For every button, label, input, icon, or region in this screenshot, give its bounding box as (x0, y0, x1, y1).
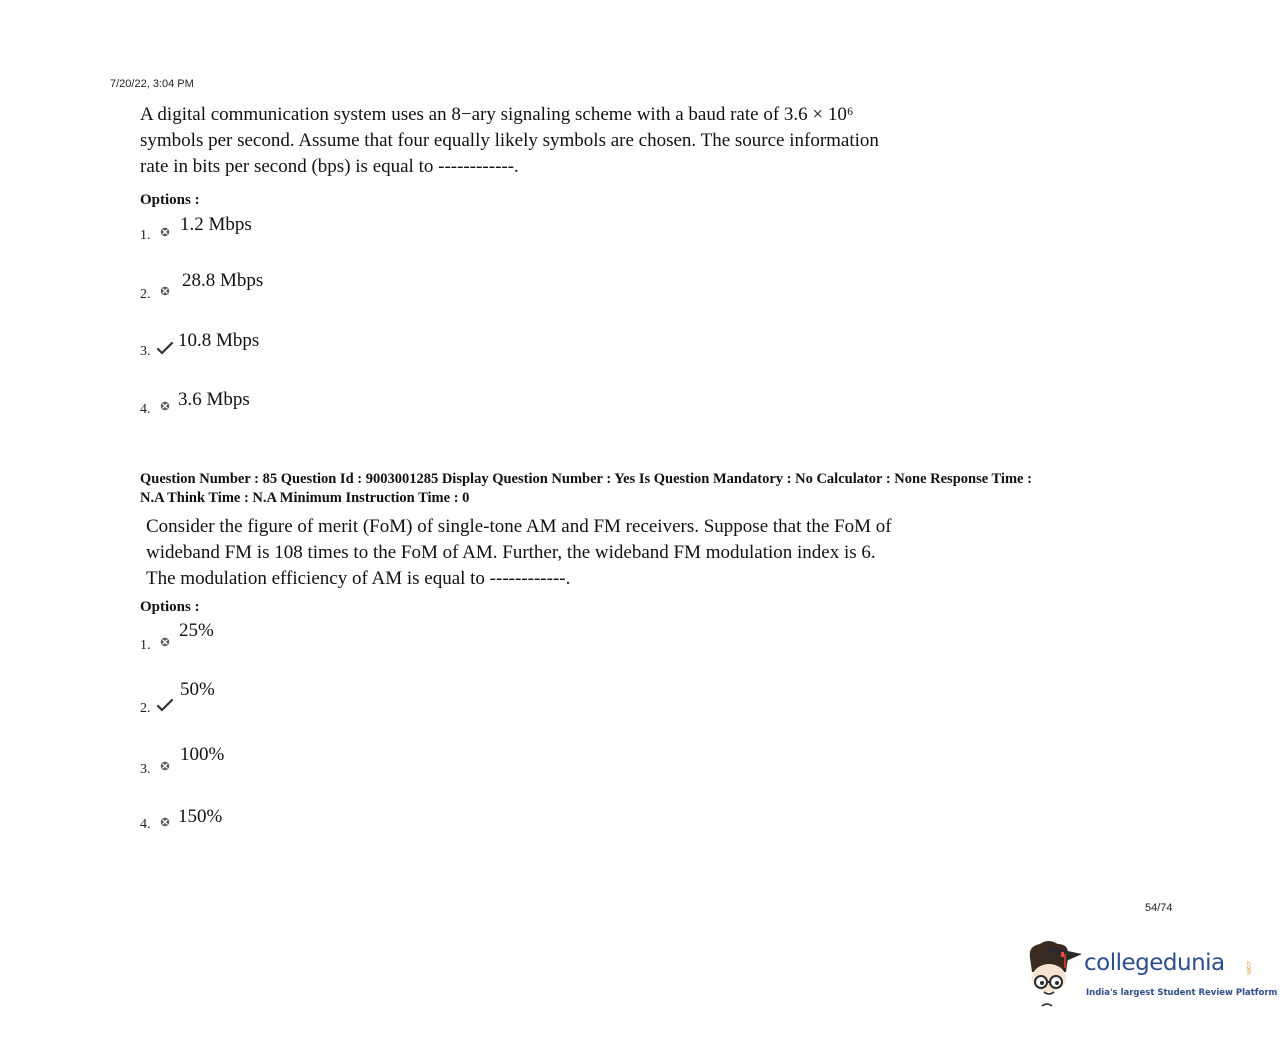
cross-icon (158, 815, 172, 829)
option-value: 25% (179, 620, 214, 641)
option-value: 3.6 Mbps (178, 389, 250, 410)
question-2-options-label: Options : (140, 599, 200, 615)
option-number: 1. (140, 638, 151, 653)
option-value: 1.2 Mbps (180, 214, 252, 235)
cross-icon (158, 225, 172, 239)
option-number: 4. (140, 402, 151, 417)
question-1-line-1: A digital communication system uses an 8−ary signaling scheme with a baud rate of 3.6 × 10⁶ (140, 104, 854, 125)
cross-icon (158, 759, 172, 773)
option-number: 3. (140, 344, 151, 359)
cross-icon (158, 284, 172, 298)
mascot-icon (1022, 938, 1086, 1008)
option-number: 2. (140, 701, 151, 716)
option-number: 4. (140, 817, 151, 832)
option-number: 1. (140, 228, 151, 243)
check-icon (156, 341, 174, 355)
question-2-line-3: The modulation efficiency of AM is equal to ------------. (146, 568, 571, 589)
question-2-line-2: wideband FM is 108 times to the FoM of AM. Further, the wideband FM modulation index is 6. (146, 542, 876, 563)
option-value: 28.8 Mbps (182, 270, 264, 291)
cap-tassel (1064, 954, 1066, 968)
logo-wordmark: collegedunia (1084, 950, 1225, 976)
collegedunia-logo (1022, 938, 1278, 1008)
question-2-line-1: Consider the figure of merit (FoM) of single-tone AM and FM receivers. Suppose that the FoM of (146, 516, 892, 537)
option-number: 2. (140, 287, 151, 302)
option-value: 150% (178, 806, 223, 827)
option-value: 50% (180, 679, 215, 700)
question-2-text (146, 514, 986, 592)
cross-icon (158, 635, 172, 649)
question-2-meta-line-1: Question Number : 85 Question Id : 9003001285 Display Question Number : Yes Is Question Mandatory : No Calculator : None Response Time : (140, 471, 1032, 487)
page-number: 54/74 (1145, 902, 1173, 914)
option-value: 10.8 Mbps (178, 330, 260, 351)
cross-icon (158, 399, 172, 413)
question-1-options-label: Options : (140, 192, 200, 208)
logo-com-suffix: .com (1245, 960, 1252, 975)
question-2-meta-line-2: N.A Think Time : N.A Minimum Instruction Time : 0 (140, 490, 470, 506)
question-1-text (140, 102, 980, 180)
check-icon (156, 698, 174, 712)
question-1-line-2: symbols per second. Assume that four equally likely symbols are chosen. The source information (140, 130, 879, 151)
question-1-line-3: rate in bits per second (bps) is equal to ------------. (140, 156, 519, 177)
option-number: 3. (140, 762, 151, 777)
option-value: 100% (180, 744, 225, 765)
print-timestamp: 7/20/22, 3:04 PM (110, 78, 194, 90)
logo-tagline: India's largest Student Review Platform (1086, 988, 1278, 998)
question-2-metadata (140, 470, 1180, 508)
